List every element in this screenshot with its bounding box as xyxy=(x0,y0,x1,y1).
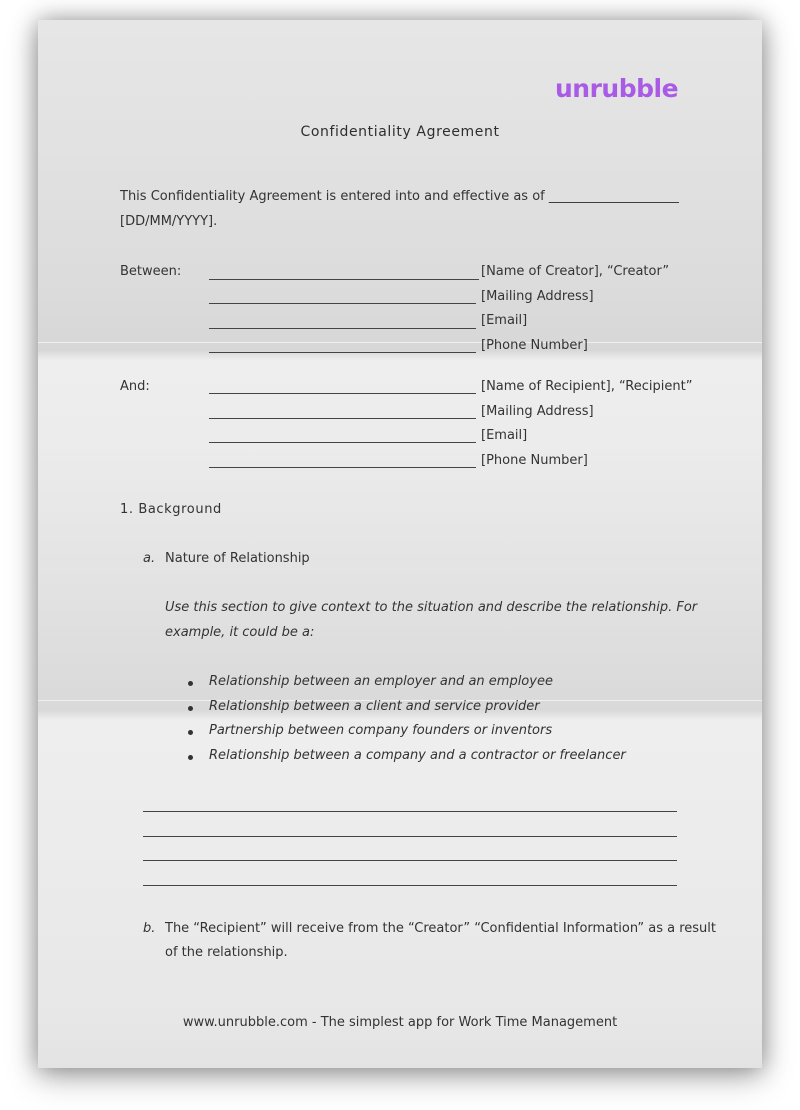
recipient-email-blank xyxy=(209,442,476,443)
list-item: Partnership between company founders or inventors xyxy=(209,723,553,738)
list-item: Relationship between an employer and an employee xyxy=(209,674,553,689)
recipient-phone-field: [Phone Number] xyxy=(481,453,588,468)
list-item: Relationship between a client and service provider xyxy=(209,699,540,714)
answer-blank-line xyxy=(143,811,677,812)
intro-text-line2: [DD/MM/YYYY]. xyxy=(120,214,218,229)
recipient-name-blank xyxy=(209,393,476,394)
creator-address-blank xyxy=(209,303,476,304)
creator-email-field: [Email] xyxy=(481,313,528,328)
bullet-icon xyxy=(188,755,193,760)
answer-blank-line xyxy=(143,885,677,886)
subsection-a-marker: a. xyxy=(143,551,156,566)
page-footer: www.unrubble.com - The simplest app for Work Time Management xyxy=(182,1015,618,1030)
recipient-address-blank xyxy=(209,418,476,419)
recipient-name-field: [Name of Recipient], “Recipient” xyxy=(481,379,693,394)
document-page xyxy=(38,20,762,1068)
intro-text-line1: This Confidentiality Agreement is entered into and effective as of ____________________ xyxy=(120,189,679,204)
subsection-b-text-line2: of the relationship. xyxy=(165,945,288,960)
creator-email-blank xyxy=(209,328,476,329)
answer-blank-line xyxy=(143,860,677,861)
unrubble-logo: unrubble xyxy=(555,74,679,103)
subsection-a-title: Nature of Relationship xyxy=(165,551,310,566)
section-heading: 1. Background xyxy=(120,502,222,517)
answer-blank-line xyxy=(143,836,677,837)
recipient-address-field: [Mailing Address] xyxy=(481,404,594,419)
bullet-icon xyxy=(188,730,193,735)
recipient-email-field: [Email] xyxy=(481,428,528,443)
between-label: Between: xyxy=(120,264,182,279)
and-label: And: xyxy=(120,379,150,394)
recipient-phone-blank xyxy=(209,467,476,468)
instructions-line1: Use this section to give context to the situation and describe the relationship. For xyxy=(165,600,698,615)
creator-phone-blank xyxy=(209,352,476,353)
subsection-b-text-line1: The “Recipient” will receive from the “Creator” “Confidential Information” as a result xyxy=(165,921,716,936)
creator-name-field: [Name of Creator], “Creator” xyxy=(481,264,670,279)
document-title: Confidentiality Agreement xyxy=(300,124,500,140)
subsection-b-marker: b. xyxy=(143,921,156,936)
creator-name-blank xyxy=(209,279,479,280)
creator-address-field: [Mailing Address] xyxy=(481,289,594,304)
creator-phone-field: [Phone Number] xyxy=(481,338,588,353)
instructions-line2: example, it could be a: xyxy=(165,625,315,640)
bullet-icon xyxy=(188,681,193,686)
list-item: Relationship between a company and a contractor or freelancer xyxy=(209,748,626,763)
paper-fold xyxy=(38,342,762,343)
bullet-icon xyxy=(188,706,193,711)
